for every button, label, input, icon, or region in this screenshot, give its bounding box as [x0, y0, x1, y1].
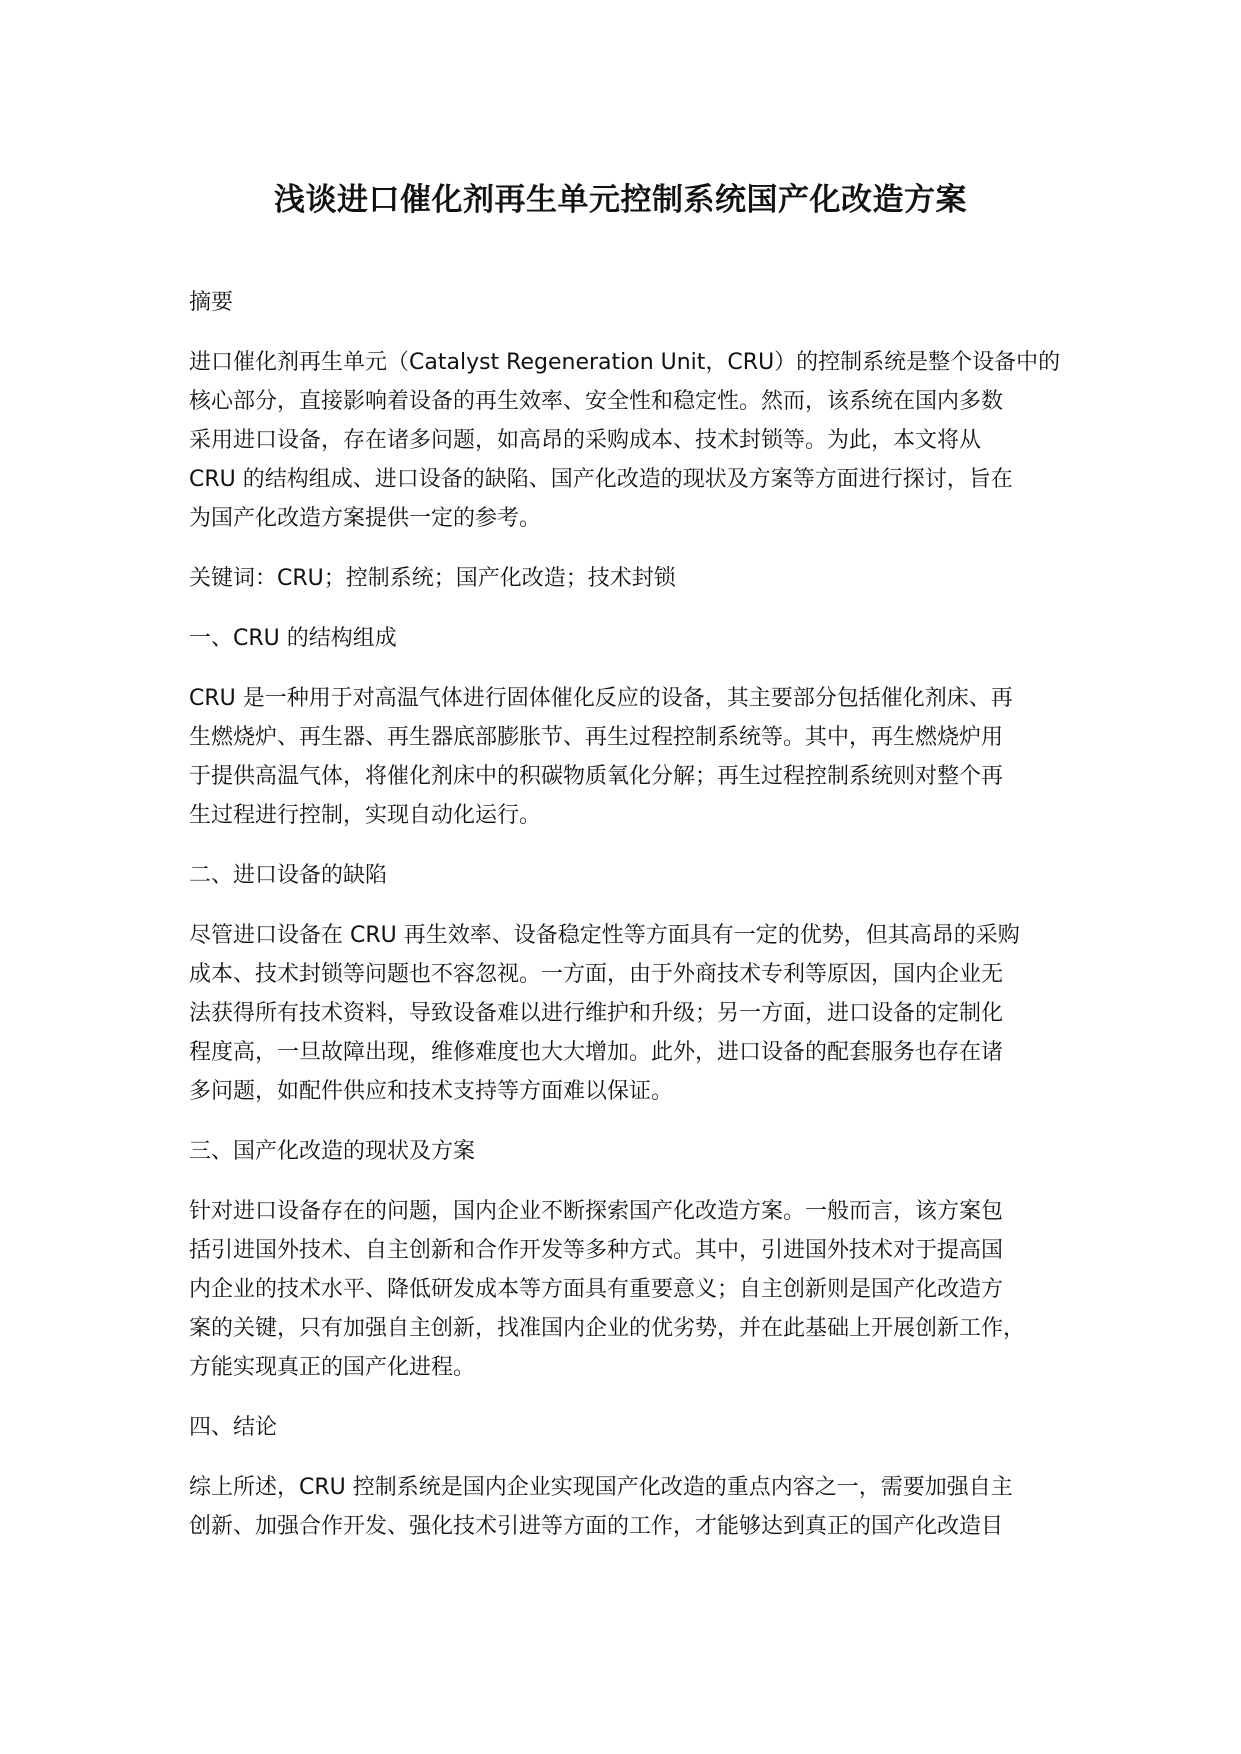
abstract-line: 核心部分，直接影响着设备的再生效率、安全性和稳定性。然而，该系统在国内多数 [189, 389, 1004, 414]
document-body [189, 283, 1079, 1567]
paragraph-line: 法获得所有技术资料，导致设备难以进行维护和升级；另一方面，进口设备的定制化 [189, 1001, 1004, 1026]
paragraph-line: 尽管进口设备在 CRU 再生效率、设备稳定性等方面具有一定的优势，但其高昂的采购 [189, 923, 1020, 948]
section-heading-conclusion: 四、结论 [189, 1415, 278, 1440]
section-heading-structure: 一、CRU 的结构组成 [189, 626, 397, 651]
paragraph-line: 成本、技术封锁等问题也不容忽视。一方面，由于外商技术专利等原因，国内企业无 [189, 962, 1004, 987]
section-paragraph-defects [189, 916, 1079, 1111]
section-paragraph-localization [189, 1192, 1079, 1387]
section-paragraph-conclusion [189, 1468, 1079, 1546]
abstract-line: 进口催化剂再生单元（Catalyst Regeneration Unit，CRU）的控制系统是整个设备中的 [189, 350, 1061, 375]
document-title: 浅谈进口催化剂再生单元控制系统国产化改造方案 [274, 182, 967, 218]
section-heading-localization: 三、国产化改造的现状及方案 [189, 1139, 476, 1164]
paragraph-line: 生燃烧炉、再生器、再生器底部膨胀节、再生过程控制系统等。其中，再生燃烧炉用 [189, 725, 1004, 750]
paragraph-line: 综上所述，CRU 控制系统是国内企业实现国产化改造的重点内容之一，需要加强自主 [189, 1475, 1013, 1500]
paragraph-line: 程度高，一旦故障出现，维修难度也大大增加。此外，进口设备的配套服务也存在诸 [189, 1040, 1004, 1065]
paragraph-line: 案的关键，只有加强自主创新，找准国内企业的优劣势，并在此基础上开展创新工作， [189, 1316, 1026, 1341]
abstract-heading: 摘要 [189, 290, 234, 315]
paragraph-line: 括引进国外技术、自主创新和合作开发等多种方式。其中，引进国外技术对于提高国 [189, 1238, 1004, 1263]
section-heading-defects: 二、进口设备的缺陷 [189, 863, 388, 888]
paragraph-line: 生过程进行控制，实现自动化运行。 [189, 803, 542, 828]
abstract-line: 采用进口设备，存在诸多问题，如高昂的采购成本、技术封锁等。为此，本文将从 [189, 428, 982, 453]
keywords-line: 关键词：CRU；控制系统；国产化改造；技术封锁 [189, 566, 676, 591]
paragraph-line: 针对进口设备存在的问题，国内企业不断探索国产化改造方案。一般而言，该方案包 [189, 1199, 1004, 1224]
paragraph-line: CRU 是一种用于对高温气体进行固体催化反应的设备，其主要部分包括催化剂床、再 [189, 686, 1013, 711]
paragraph-line: 创新、加强合作开发、强化技术引进等方面的工作，才能够达到真正的国产化改造目 [189, 1514, 1004, 1539]
paragraph-line: 内企业的技术水平、降低研发成本等方面具有重要意义；自主创新则是国产化改造方 [189, 1277, 1004, 1302]
abstract-paragraph [189, 343, 1079, 538]
section-paragraph-structure [189, 679, 1079, 835]
paragraph-line: 方能实现真正的国产化进程。 [189, 1355, 476, 1380]
paragraph-line: 于提供高温气体，将催化剂床中的积碳物质氧化分解；再生过程控制系统则对整个再 [189, 764, 1004, 789]
abstract-line: CRU 的结构组成、进口设备的缺陷、国产化改造的现状及方案等方面进行探讨，旨在 [189, 467, 1013, 492]
paragraph-line: 多问题，如配件供应和技术支持等方面难以保证。 [189, 1079, 674, 1104]
abstract-line: 为国产化改造方案提供一定的参考。 [189, 506, 542, 531]
